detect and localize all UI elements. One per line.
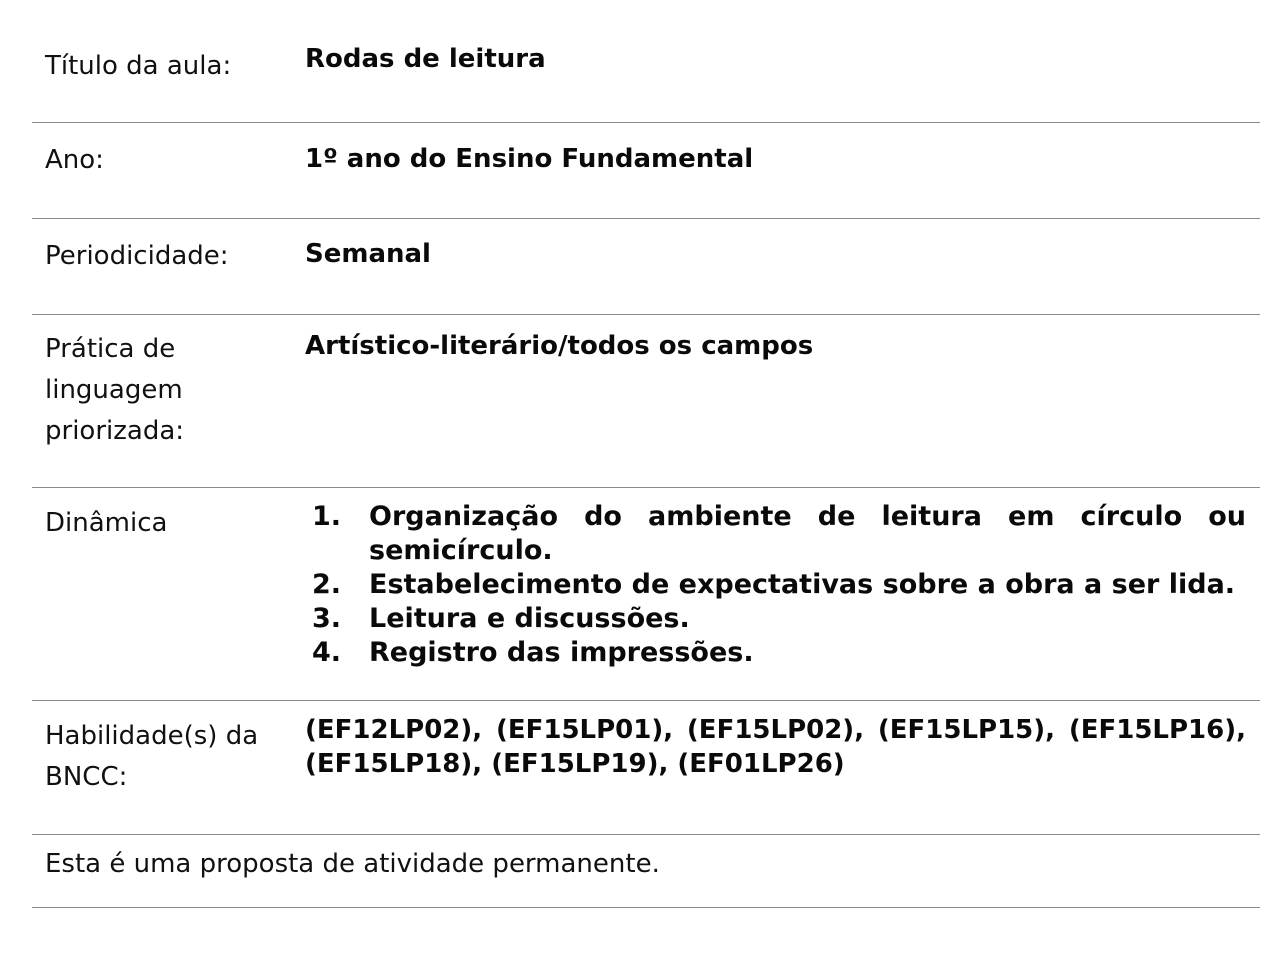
row-ano	[32, 123, 1260, 219]
permanent-activity-note: Esta é uma proposta de atividade permanente.	[45, 849, 660, 879]
value-habilidades: (EF12LP02), (EF15LP01), (EF15LP02), (EF15LP15), (EF15LP16), (EF15LP18), (EF15LP19), (EF01LP26)	[305, 715, 1246, 779]
label-pratica: Prática de linguagem priorizada:	[45, 334, 185, 446]
row-note	[32, 835, 1260, 908]
row-pratica	[32, 315, 1260, 488]
step-number: 3.	[312, 603, 342, 634]
label-habilidades: Habilidade(s) da BNCC:	[45, 721, 259, 792]
value-ano: 1º ano do Ensino Fundamental	[305, 144, 754, 174]
value-titulo: Rodas de leitura	[305, 44, 546, 74]
label-ano: Ano:	[45, 145, 104, 175]
step-number: 4.	[312, 637, 342, 668]
lesson-plan-document	[32, 30, 1260, 908]
lesson-plan-table	[32, 30, 1260, 908]
step-text: Registro das impressões.	[369, 637, 754, 668]
list-item	[305, 602, 1246, 636]
value-periodicidade: Semanal	[305, 239, 431, 269]
row-periodicidade	[32, 219, 1260, 315]
value-dinamica	[305, 488, 1260, 701]
step-number: 2.	[312, 569, 342, 600]
list-item	[305, 568, 1246, 602]
list-item	[305, 636, 1246, 670]
list-item	[305, 500, 1246, 568]
dinamica-steps-list	[305, 500, 1246, 670]
label-dinamica: Dinâmica	[45, 508, 168, 538]
row-titulo	[32, 30, 1260, 123]
step-text: Estabelecimento de expectativas sobre a obra a ser lida.	[369, 569, 1236, 600]
step-text: Leitura e discussões.	[369, 603, 690, 634]
row-habilidades	[32, 701, 1260, 835]
label-titulo: Título da aula:	[45, 51, 232, 81]
label-periodicidade: Periodicidade:	[45, 241, 229, 271]
step-text: Organização do ambiente de leitura em círculo ou semicírculo.	[369, 501, 1246, 566]
row-dinamica	[32, 488, 1260, 701]
step-number: 1.	[312, 501, 342, 532]
value-pratica: Artístico-literário/todos os campos	[305, 331, 814, 361]
